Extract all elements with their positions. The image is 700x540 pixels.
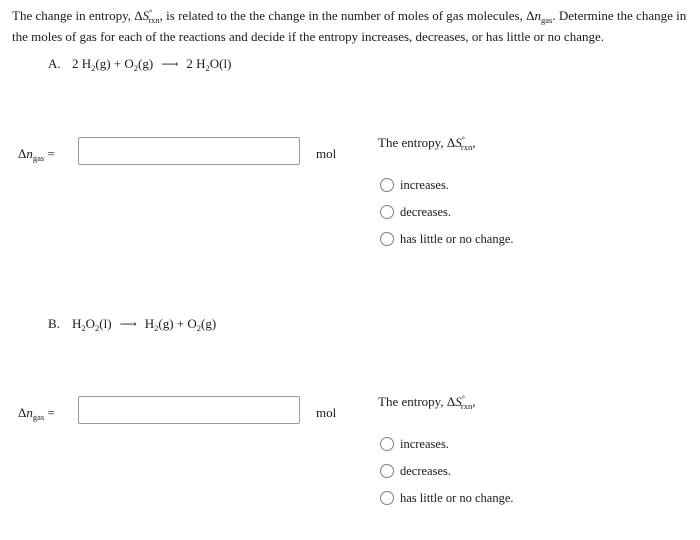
radio-circle-icon[interactable] [380,437,394,451]
option-a-decreases[interactable]: decreases. [380,205,451,220]
equation-text: (g) [201,316,217,331]
intro-text: The change in entropy, $\Delta S^\circ_{rxn}$, is related to the the change in the number of moles of gas molecules, $\Delta n_{gas}$. Determine the change in the moles of gas for each of the reactions and decide if the entropy increases, decreases, or has little or no change. [12,8,687,44]
equation-text: O(l) [209,56,232,71]
option-a-increases[interactable]: increases. [380,178,449,193]
radio-circle-icon[interactable] [380,464,394,478]
equation-subscript: 2 [133,63,139,73]
option-b-increases[interactable]: increases. [380,437,449,452]
equation-subscript: 2 [196,323,202,333]
ngas-label-a: $\Delta n_{gas}$ = [18,146,55,163]
reaction-arrow-icon: ⟶ [161,57,179,71]
equation-subscript: 2 [154,323,159,333]
entropy-label-a: The entropy, $\Delta S^\circ_{rxn}$, [378,135,476,152]
ngas-label-b: $\Delta n_{gas}$ = [18,405,55,422]
equation-text: (g) + O [158,316,197,331]
ngas-input-b[interactable] [78,396,300,424]
equation-subscript: 2 [81,323,86,333]
entropy-label-b: The entropy, $\Delta S^\circ_{rxn}$, [378,394,476,411]
reaction-b-letter: B. [48,316,60,331]
option-b-no-change[interactable]: has little or no change. [380,491,514,506]
equation-text: O [85,316,96,331]
reaction-arrow-icon: ⟶ [119,317,137,331]
unit-label-a: mol [316,146,337,161]
unit-label-b: mol [316,405,337,420]
equation-subscript: 2 [95,323,100,333]
reaction-a-letter: A. [48,56,61,71]
option-a-no-change[interactable]: has little or no change. [380,232,514,247]
equation-text: (l) [99,316,112,331]
equation-text: (g) + O [95,56,134,71]
reaction-a-equation [48,56,231,72]
equation-text: 2 H [72,56,92,71]
equation-text: H [144,316,155,331]
radio-circle-icon[interactable] [380,491,394,505]
equation-subscript: 2 [205,63,210,73]
equation-text: 2 H [186,56,206,71]
equation-text: (g) [138,56,154,71]
reaction-b-equation [48,316,216,332]
radio-circle-icon[interactable] [380,205,394,219]
radio-circle-icon[interactable] [380,232,394,246]
radio-circle-icon[interactable] [380,178,394,192]
equation-subscript: 2 [91,63,96,73]
equation-text: H [72,316,82,331]
ngas-input-a[interactable] [78,137,300,165]
option-b-decreases[interactable]: decreases. [380,464,451,479]
